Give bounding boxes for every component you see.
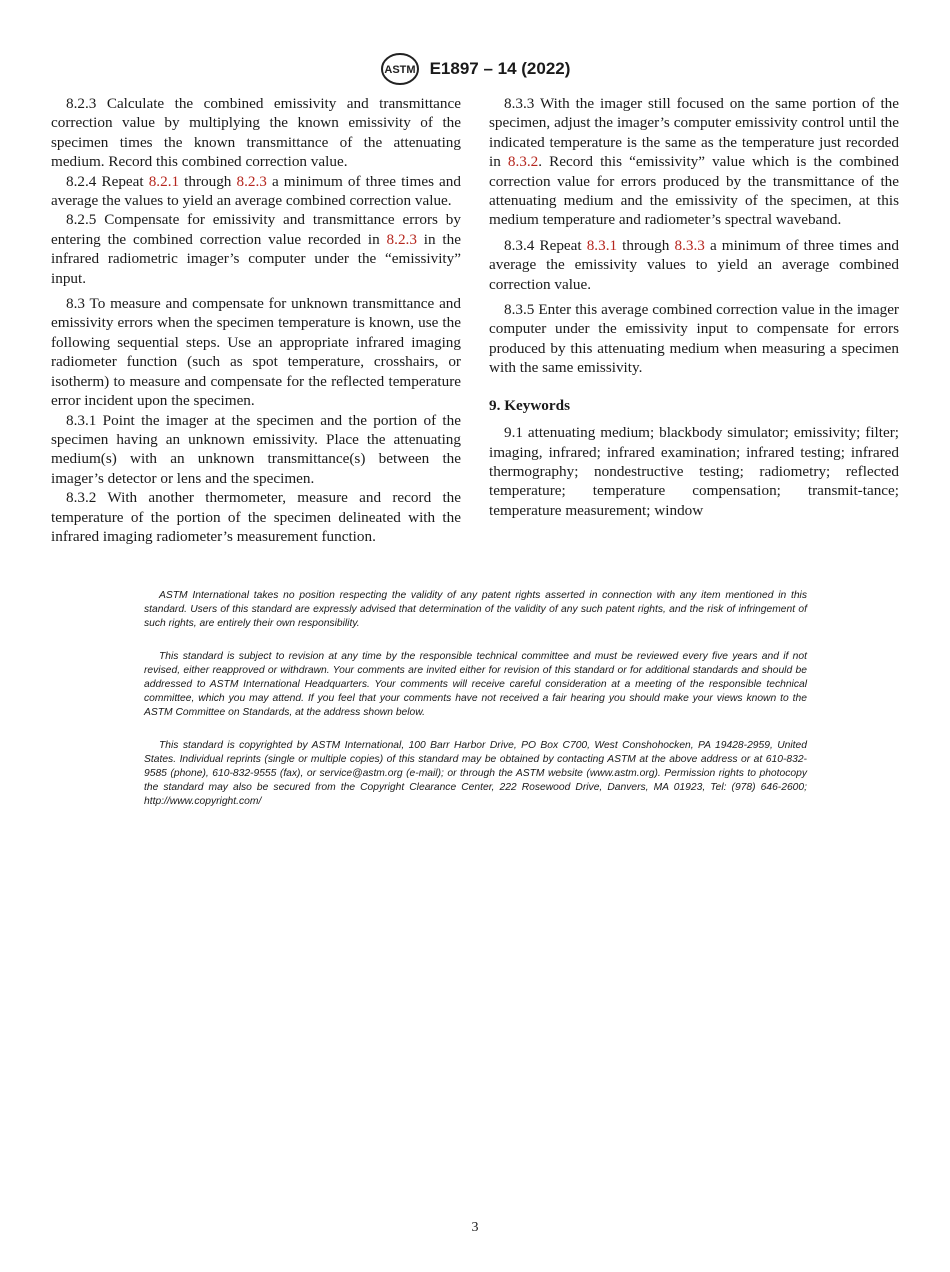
ref-8-3-1-link[interactable]: 8.3.1 xyxy=(586,236,618,254)
svg-text:ASTM: ASTM xyxy=(383,64,416,76)
ref-8-2-3-link[interactable]: 8.2.3 xyxy=(236,172,267,190)
paragraph-8-3-5: 8.3.5 Enter this average combined correction value in the imager computer under the emissivity input to compensate for errors produced by this attenuating medium when measuring a specimen with the same emissivity. xyxy=(489,301,899,377)
paragraph-8-3: 8.3 To measure and compensate for unknown transmittance and emissivity errors when the specimen temperature is known, use the following sequential steps. Use an appropriate infrared imaging radiometer function (such as spot temperature, crosshairs, or isotherm) to measure and compensate for the reflected temperature error incident upon the specimen. xyxy=(51,295,461,410)
ref-8-3-3-link[interactable]: 8.3.3 xyxy=(674,236,705,254)
legal-notices xyxy=(144,589,807,828)
left-column xyxy=(51,94,461,546)
ref-8-2-3-link[interactable]: 8.2.3 xyxy=(386,230,417,248)
astm-logo-icon xyxy=(380,52,420,86)
keywords-heading: 9. Keywords xyxy=(489,396,570,414)
right-column xyxy=(489,94,899,520)
paragraph-8-3-1: 8.3.1 Point the imager at the specimen and the portion of the specimen having an unknown emissivity. Place the attenuating medium(s) with an unknown transmittance(s) between the imager’s detector or lens and the specimen. xyxy=(51,411,461,487)
paragraph-8-3-3: 8.3.3 With the imager still focused on the same portion of the specimen, adjust the imager’s computer emissivity control until the indicated temperature is the same as the temperature just recorded in 8.3.2. Record this “emissivity” value which is the combined correction value for errors produced by the transmittance of the attenuating medium and the emissivity of the specimen, at this medium temperature and radiometer’s spectral waveband. xyxy=(489,95,899,229)
paragraph-8-3-2: 8.3.2 With another thermometer, measure and record the temperature of the portion of the specimen delineated with the infrared imaging radiometer’s measurement function. xyxy=(51,489,461,545)
paragraph-8-2-3: 8.2.3 Calculate the combined emissivity and transmittance correction value by multiplying the known emissivity of the specimen times the known transmittance of the attenuating medium. Record this combined correction value. xyxy=(51,95,461,171)
copyright-notice: This standard is copyrighted by ASTM International, 100 Barr Harbor Drive, PO Box C700, West Conshohocken, PA 19428-2959, United States. Individual reprints (single or multiple copies) of this standard may be obtained by contacting ASTM at the above address or at 610-832-9585 (phone), 610-832-9555 (fax), or service@astm.org (e-mail); or through the ASTM website (www.astm.org). Permission rights to photocopy the standard may also be secured from the Copyright Clearance Center, 222 Rosewood Drive, Danvers, MA 01923, Tel: (978) 646-2600; http://www.copyright.com/ xyxy=(144,740,807,807)
ref-8-2-1-link[interactable]: 8.2.1 xyxy=(148,172,180,190)
paragraph-8-3-4: 8.3.4 Repeat 8.3.1 through 8.3.3 a minimum of three times and average the emissivity values to yield an average combined correction value. xyxy=(489,236,899,293)
paragraph-8-2-5: 8.2.5 Compensate for emissivity and transmittance errors by entering the combined correction value recorded in 8.2.3 in the infrared radiometric imager’s computer under the “emissivity” input. xyxy=(51,211,461,287)
paragraph-9-1: 9.1 attenuating medium; blackbody simulator; emissivity; filter; imaging, infrared; infrared examination; infrared testing; infrared thermography; nondestructive testing; radiometry; reflected temperature; temperature compensation; transmit-tance; temperature measurement; window xyxy=(489,424,899,519)
page-number: 3 xyxy=(471,1220,479,1235)
standard-designation: E1897 – 14 (2022) xyxy=(429,59,571,78)
ref-8-3-2-link[interactable]: 8.3.2 xyxy=(507,153,539,171)
patent-notice: ASTM International takes no position respecting the validity of any patent rights asserted in connection with any item mentioned in this standard. Users of this standard are expressly advised that determination of the validity of any such patent rights, and the risk of infringement of such rights, are entirely their own responsibility. xyxy=(144,590,807,629)
page-header xyxy=(0,52,950,86)
revision-notice: This standard is subject to revision at any time by the responsible technical committee and must be reviewed every five years and if not revised, either reapproved or withdrawn. Your comments are invited either for revision of this standard or for additional standards and should be addressed to ASTM International Headquarters. Your comments will receive careful consideration at a meeting of the responsible technical committee, which you may attend. If you feel that your comments have not received a fair hearing you should make your views known to the ASTM Committee on Standards, at the address shown below. xyxy=(144,651,807,718)
paragraph-8-2-4: 8.2.4 Repeat 8.2.1 through 8.2.3 a minimum of three times and average the values to yield an average combined correction value. xyxy=(51,172,461,210)
